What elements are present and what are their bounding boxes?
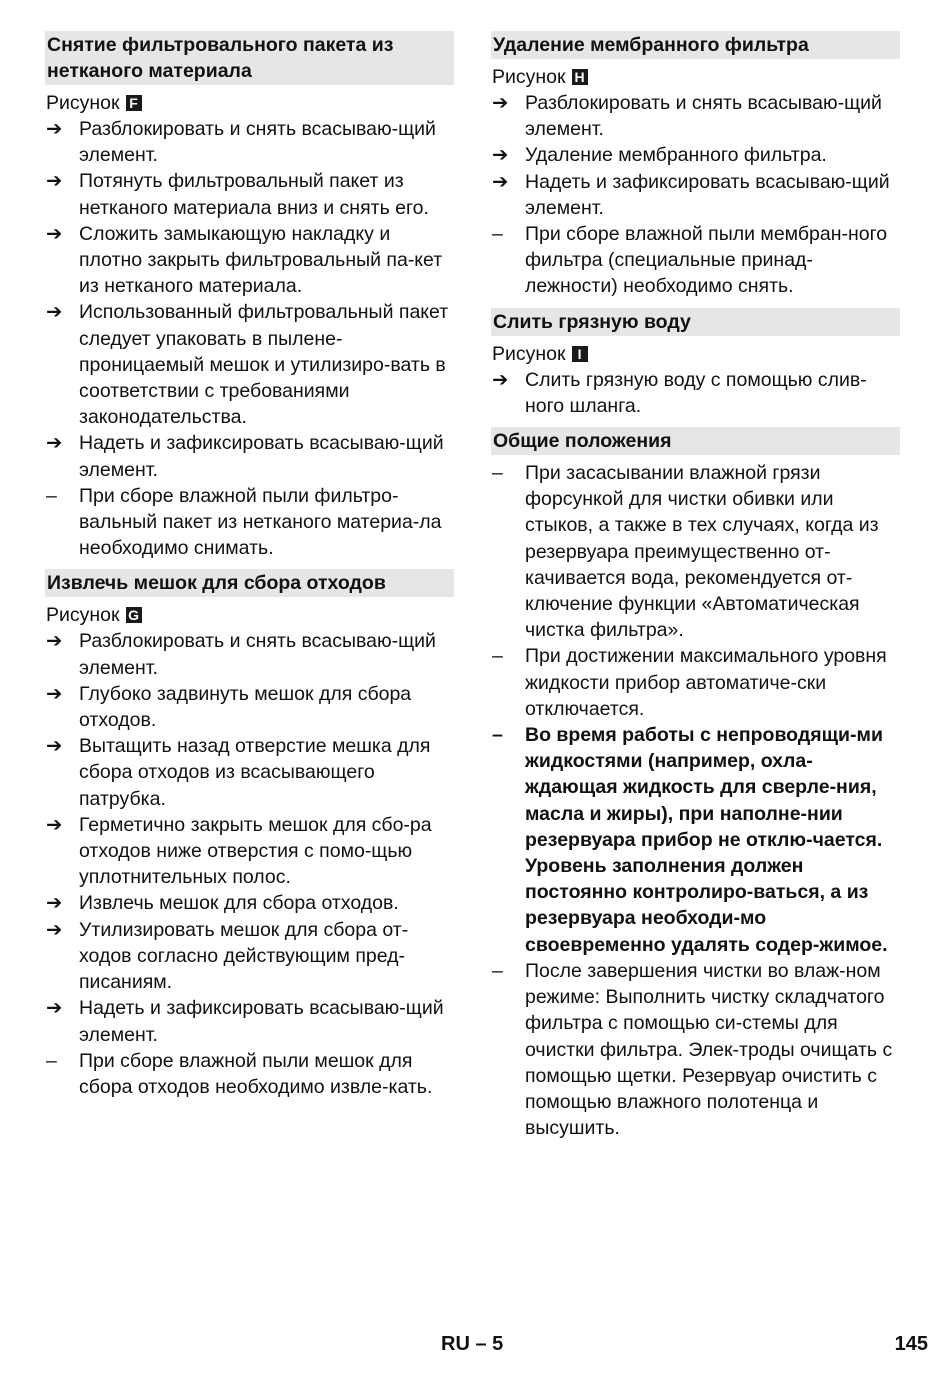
- dash-bullet-icon: –: [492, 645, 503, 668]
- figure-label: Рисунок: [492, 342, 566, 365]
- figure-reference: [492, 341, 900, 367]
- arrow-right-icon: ➔: [46, 997, 63, 1020]
- figure-reference: [46, 90, 454, 116]
- item-text: Глубоко задвинуть мешок для сбора отходов.: [79, 682, 412, 732]
- step-item: [45, 299, 454, 430]
- instruction-list: [491, 90, 900, 300]
- dash-bullet-icon: –: [492, 724, 503, 747]
- dash-bullet-icon: –: [46, 1049, 57, 1072]
- section: [491, 308, 900, 419]
- item-text: Надеть и зафиксировать всасываю-щий элемент.: [79, 432, 444, 481]
- note-item: [491, 221, 900, 300]
- item-text: Извлечь мешок для сбора отходов.: [79, 892, 399, 915]
- figure-reference: [492, 64, 900, 90]
- arrow-right-icon: ➔: [46, 682, 63, 705]
- instruction-list: [45, 116, 454, 561]
- arrow-right-icon: ➔: [492, 368, 509, 391]
- step-item: [45, 995, 454, 1047]
- left-column: [45, 31, 454, 1108]
- page-number: 145: [894, 1333, 928, 1355]
- step-item: [45, 917, 454, 996]
- note-item: [491, 722, 900, 958]
- step-item: [45, 681, 454, 733]
- step-item: [491, 142, 900, 168]
- section: [45, 31, 454, 561]
- item-text: Разблокировать и снять всасываю-щий элемент.: [79, 630, 436, 679]
- figure-letter-badge: G: [126, 607, 142, 623]
- instruction-list: [491, 367, 900, 419]
- note-item: [491, 643, 900, 722]
- figure-reference: [46, 602, 454, 628]
- dash-bullet-icon: –: [492, 959, 503, 982]
- step-item: [491, 367, 900, 419]
- step-item: [491, 169, 900, 221]
- item-text: При сборе влажной пыли мешок для сбора отходов необходимо извле-кать.: [79, 1049, 433, 1098]
- item-text: При засасывании влажной грязи форсункой для чистки обивки или стыков, а также в тех случаях, когда из резервуара преимущественно от-качивается вода, рекомендуется от-ключение функции «Автоматическая чистка фильтра».: [525, 462, 879, 642]
- note-item: [491, 460, 900, 643]
- arrow-right-icon: ➔: [46, 735, 63, 758]
- figure-letter-badge: I: [572, 346, 588, 362]
- dash-bullet-icon: –: [492, 462, 503, 485]
- arrow-right-icon: ➔: [46, 432, 63, 455]
- note-item: [45, 483, 454, 562]
- arrow-right-icon: ➔: [46, 918, 63, 941]
- section: [45, 569, 454, 1100]
- item-text: Сложить замыкающую накладку и плотно закрыть фильтровальный па-кет из нетканого материала.: [79, 222, 443, 298]
- item-text: После завершения чистки во влаж-ном режиме: Выполнить чистку складчатого фильтра с помощью си-стемы для очистки фильтра. Элек-троды очищать с помощью щетки. Резервуар очистить с помощью влажного полотенца и высушить.: [525, 959, 893, 1140]
- step-item: [45, 890, 454, 916]
- section: [491, 427, 900, 1141]
- item-text: Вытащить назад отверстие мешка для сбора отходов из всасывающего патрубка.: [79, 735, 431, 810]
- arrow-right-icon: ➔: [46, 301, 63, 324]
- step-item: [45, 116, 454, 168]
- step-item: [491, 90, 900, 142]
- section-heading: Общие положения: [491, 427, 900, 455]
- section: [491, 31, 900, 300]
- arrow-right-icon: ➔: [492, 144, 509, 167]
- step-item: [45, 430, 454, 482]
- arrow-right-icon: ➔: [492, 170, 509, 193]
- instruction-list: [491, 460, 900, 1141]
- section-heading: Слить грязную воду: [491, 308, 900, 336]
- section-heading: Извлечь мешок для сбора отходов: [45, 569, 454, 597]
- item-text: Потянуть фильтровальный пакет из нетканого материала вниз и снять его.: [79, 170, 429, 219]
- instruction-list: [45, 628, 454, 1100]
- item-text: Слить грязную воду с помощью слив-ного шланга.: [525, 368, 867, 417]
- item-text: Во время работы с непроводящи-ми жидкостями (например, охла-ждающая жидкость для сверле-ния, масла и жиры), при наполне-нии резервуара прибор не отклю-чается. Уровень заполнения должен постоянно контролиро-ваться, а из резервуара необходи-мо своевременно удалять содер-жимое.: [525, 724, 888, 956]
- dash-bullet-icon: –: [492, 223, 503, 246]
- figure-label: Рисунок: [492, 66, 566, 88]
- figure-letter-badge: H: [572, 69, 588, 85]
- dash-bullet-icon: –: [46, 484, 57, 507]
- section-heading: Снятие фильтровального пакета из нетканого материала: [45, 31, 454, 85]
- item-text: При достижении максимального уровня жидкости прибор автоматиче-ски отключается.: [525, 645, 887, 720]
- arrow-right-icon: ➔: [46, 222, 63, 245]
- arrow-right-icon: ➔: [46, 892, 63, 915]
- arrow-right-icon: ➔: [492, 92, 509, 114]
- step-item: [45, 733, 454, 812]
- item-text: Герметично закрыть мешок для сбо-ра отходов ниже отверстия с помо-щью уплотнительных полос.: [79, 813, 432, 889]
- figure-letter-badge: F: [126, 95, 142, 111]
- item-text: При сборе влажной пыли фильтро-вальный пакет из нетканого материа-ла необходимо снимать.: [79, 484, 442, 560]
- footer-section-label: RU – 5: [441, 1333, 504, 1355]
- figure-label: Рисунок: [46, 92, 120, 114]
- section-heading: Удаление мембранного фильтра: [491, 31, 900, 59]
- item-text: Использованный фильтровальный пакет следует упаковать в пылене-проницаемый мешок и утилизиро-вать в соответствии с требованиями законодательства.: [79, 301, 449, 429]
- item-text: Надеть и зафиксировать всасываю-щий элемент.: [525, 170, 890, 219]
- arrow-right-icon: ➔: [46, 813, 63, 836]
- item-text: Надеть и зафиксировать всасываю-щий элемент.: [79, 997, 444, 1046]
- step-item: [45, 628, 454, 680]
- arrow-right-icon: ➔: [46, 170, 63, 193]
- step-item: [45, 221, 454, 300]
- step-item: [45, 168, 454, 220]
- item-text: Разблокировать и снять всасываю-щий элемент.: [525, 92, 882, 141]
- step-item: [45, 812, 454, 891]
- item-text: Утилизировать мешок для сбора от-ходов согласно действующим пред-писаниям.: [79, 918, 409, 994]
- item-text: Удаление мембранного фильтра.: [525, 144, 827, 167]
- right-column: [491, 31, 900, 1149]
- arrow-right-icon: ➔: [46, 630, 63, 653]
- note-item: [45, 1048, 454, 1100]
- item-text: Разблокировать и снять всасываю-щий элемент.: [79, 118, 436, 167]
- item-text: При сборе влажной пыли мембран-ного фильтра (специальные принад-лежности) необходимо снять.: [525, 223, 888, 298]
- arrow-right-icon: ➔: [46, 118, 63, 140]
- figure-label: Рисунок: [46, 604, 120, 627]
- note-item: [491, 958, 900, 1141]
